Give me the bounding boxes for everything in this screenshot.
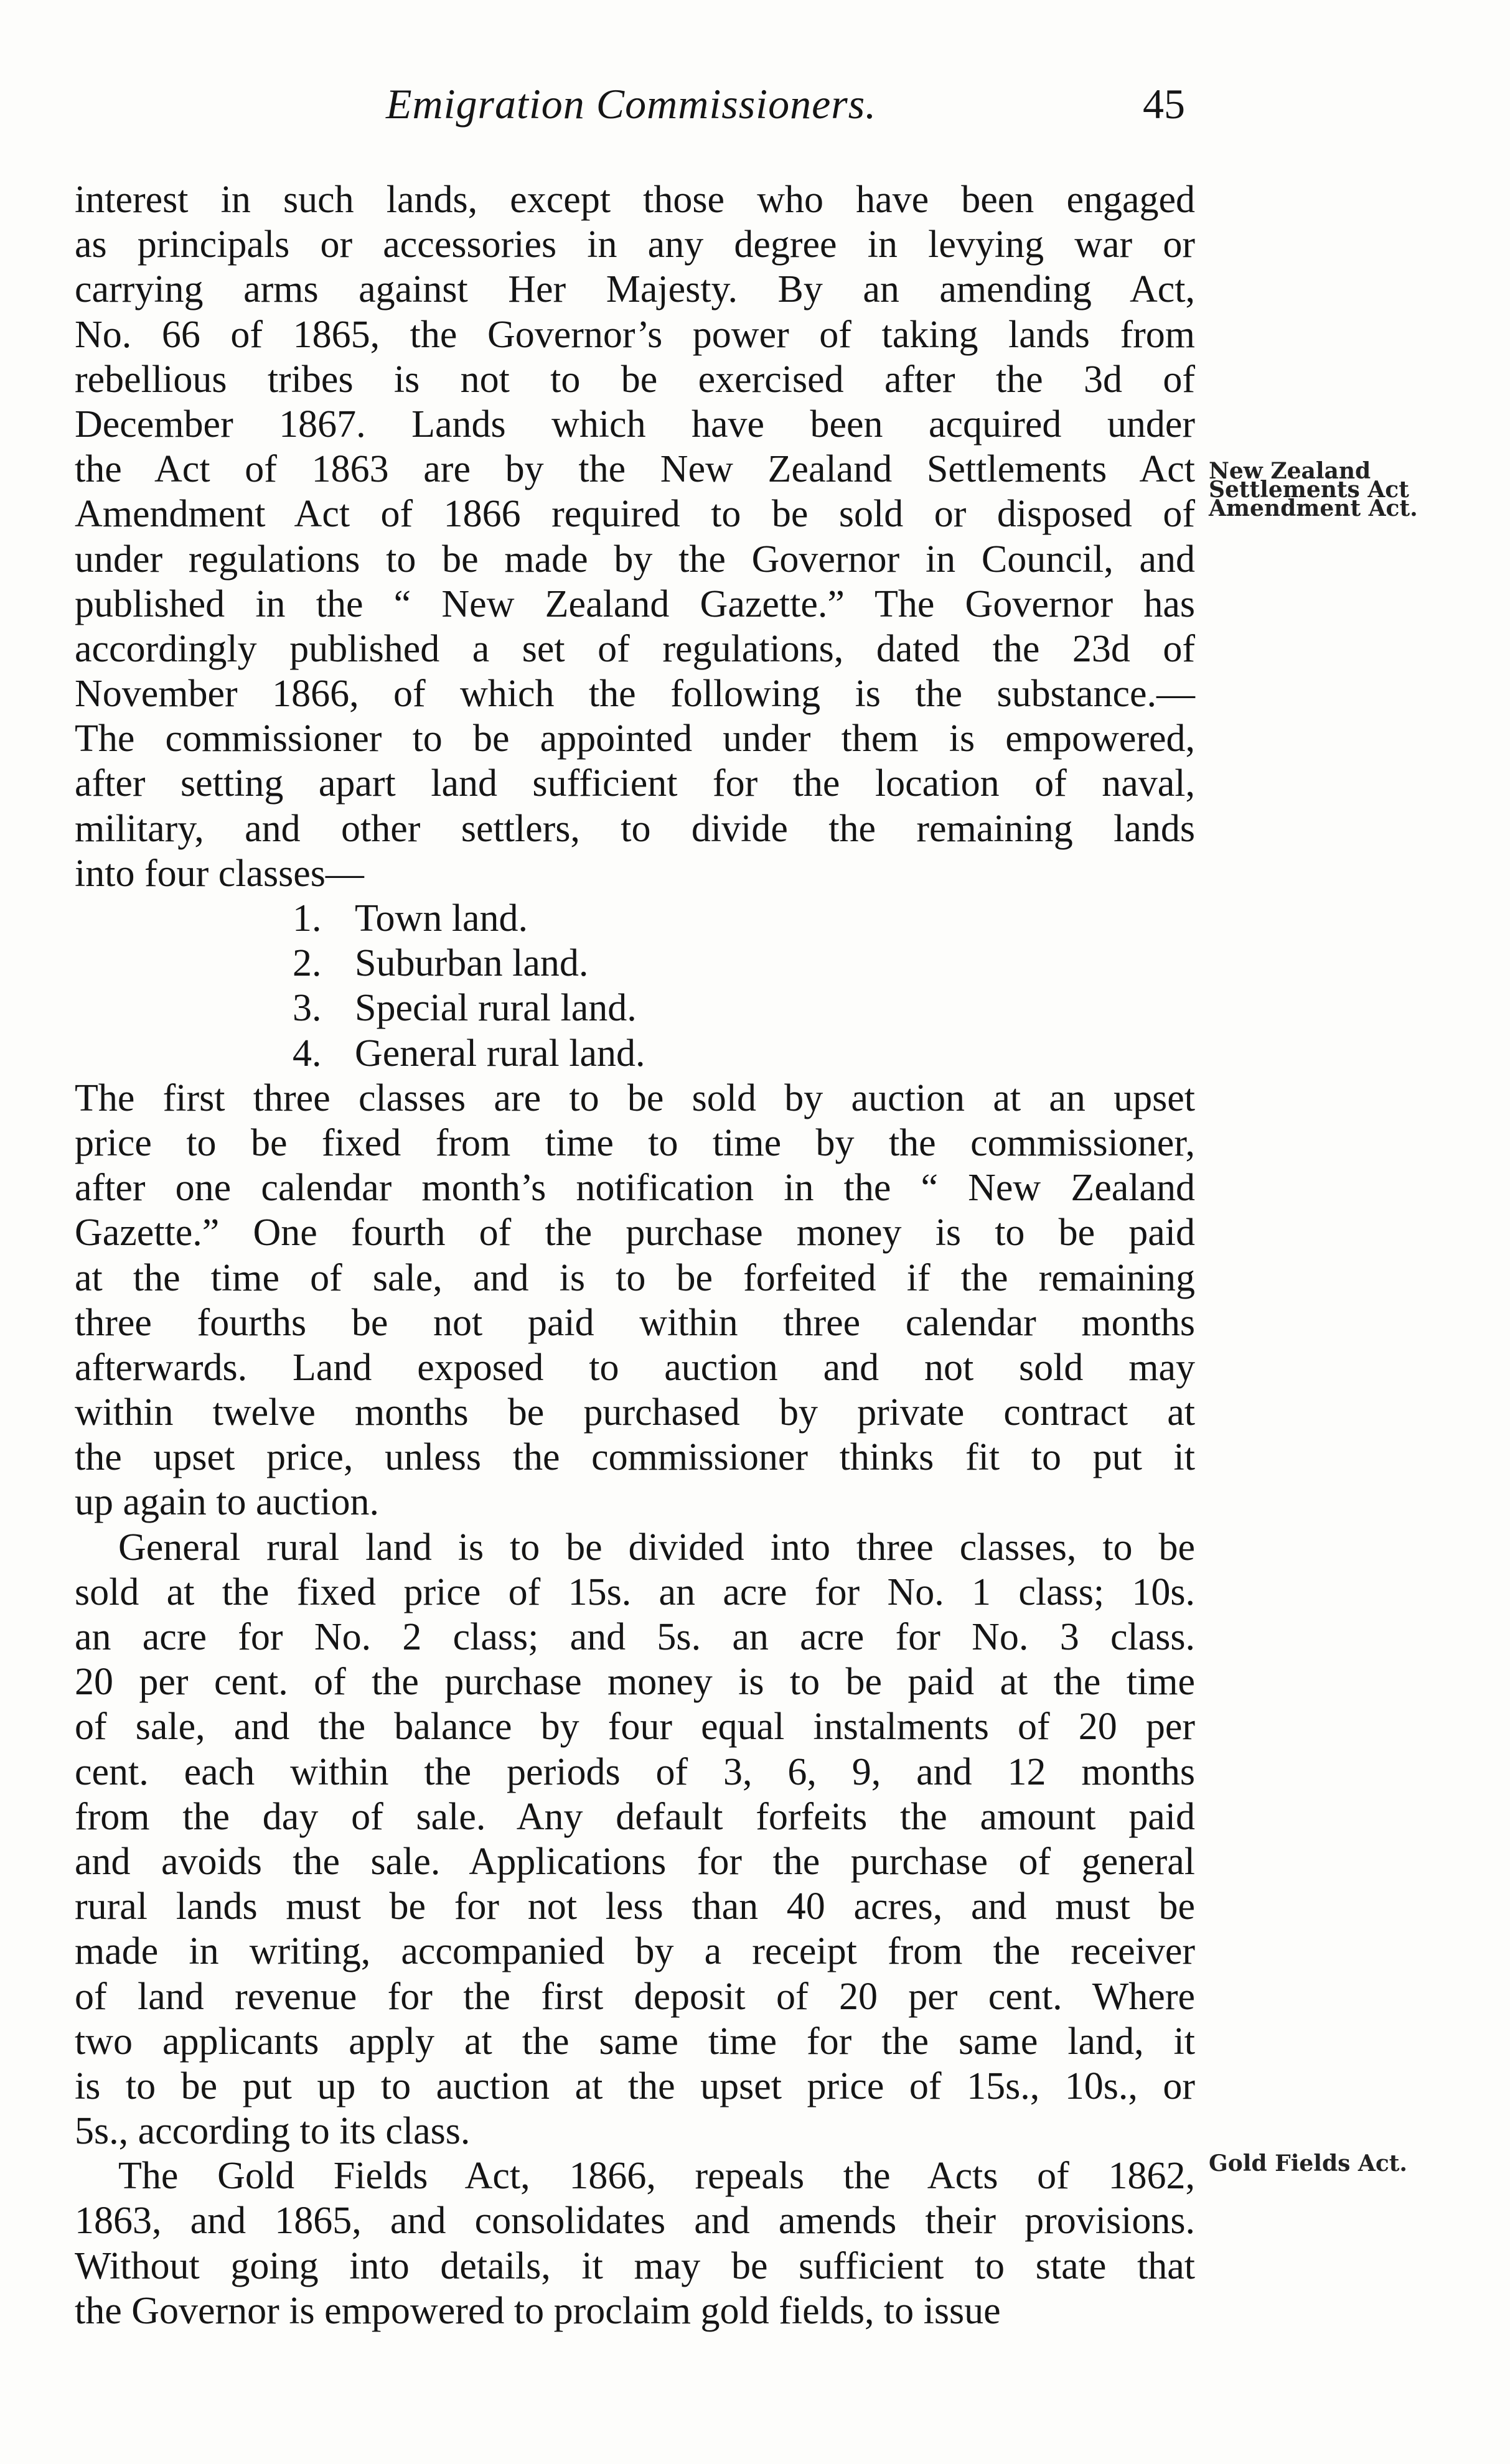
text-line: under regulations to be made by the Governor in Council, and (75, 538, 1195, 581)
sidenote-line: Gold Fields Act. (1209, 2150, 1407, 2177)
text-line: The Gold Fields Act, 1866, repeals the Acts of 1862, (118, 2155, 1195, 2198)
list-number: 2. (293, 942, 322, 985)
text-line: The commissioner to be appointed under them is empowered, (75, 717, 1195, 760)
list-label: Suburban land. (355, 942, 589, 985)
text-line: Without going into details, it may be sufficient to state that (75, 2244, 1195, 2287)
text-line: of sale, and the balance by four equal instalments of 20 per (75, 1706, 1195, 1748)
paragraph (75, 177, 1195, 896)
text-line: afterwards. Land exposed to auction and not sold may (75, 1346, 1195, 1389)
text-line: into four classes— (75, 852, 364, 895)
text-line: after setting apart land sufficient for the location of naval, (75, 762, 1195, 805)
text-line: published in the “ New Zealand Gazette.” The Governor has (75, 582, 1195, 625)
text-line: up again to auction. (75, 1481, 379, 1524)
text-line: rebellious tribes is not to be exercised after the 3d of (75, 358, 1195, 401)
list-label: General rural land. (355, 1032, 645, 1075)
text-line: cent. each within the periods of 3, 6, 9, and 12 months (75, 1750, 1195, 1793)
text-line: carrying arms against Her Majesty. By an amending Act, (75, 268, 1195, 311)
text-line: General rural land is to be divided into three classes, to be (118, 1526, 1195, 1569)
text-line: made in writing, accompanied by a receipt from the receiver (75, 1930, 1195, 1973)
land-class-item (75, 986, 1195, 1030)
list-number: 1. (293, 897, 322, 940)
text-line: 5s., according to its class. (75, 2110, 471, 2153)
land-class-item (75, 1031, 1195, 1076)
text-line: military, and other settlers, to divide the remaining lands (75, 807, 1195, 850)
text-line: three fourths be not paid within three calendar months (75, 1301, 1195, 1344)
text-line: December 1867. Lands which have been acquired under (75, 403, 1195, 446)
text-line: the Act of 1863 are by the New Zealand Settlements Act (75, 448, 1195, 491)
text-line: interest in such lands, except those who have been engaged (75, 179, 1195, 221)
list-label: Special rural land. (355, 987, 637, 1030)
text-line: from the day of sale. Any default forfeits the amount paid (75, 1795, 1195, 1838)
page-header (0, 80, 1510, 136)
text-line: accordingly published a set of regulations, dated the 23d of (75, 627, 1195, 670)
sidenote-line: Amendment Act. (1209, 495, 1418, 521)
text-line: Amendment Act of 1866 required to be sold or disposed of (75, 493, 1195, 536)
sidenote-line: Settlements Act (1209, 477, 1409, 503)
sidenote-new-zealand-settlements-act (1209, 458, 1418, 521)
text-line: 1863, and 1865, and consolidates and amends their provisions. (75, 2200, 1195, 2242)
text-line: two applicants apply at the same time for the same land, it (75, 2020, 1195, 2063)
text-line: Gazette.” One fourth of the purchase money is to be paid (75, 1211, 1195, 1254)
text-line: No. 66 of 1865, the Governor’s power of taking lands from (75, 313, 1195, 356)
paragraph (75, 2154, 1195, 2333)
text-line: November 1866, of which the following is the substance.— (75, 673, 1195, 716)
text-line: 20 per cent. of the purchase money is to be paid at the time (75, 1661, 1195, 1704)
land-class-item (75, 941, 1195, 986)
land-class-list (75, 896, 1195, 1076)
text-line: rural lands must be for not less than 40 acres, and must be (75, 1885, 1195, 1928)
text-line: the Governor is empowered to proclaim gold fields, to issue (75, 2289, 1001, 2332)
page-number: 45 (1143, 80, 1185, 128)
list-number: 3. (293, 987, 322, 1030)
text-line: as principals or accessories in any degree in levying war or (75, 223, 1195, 266)
text-line: of land revenue for the first deposit of 20 per cent. Where (75, 1975, 1195, 2018)
paragraph (75, 1525, 1195, 2154)
text-line: the upset price, unless the commissioner thinks fit to put it (75, 1436, 1195, 1479)
land-class-item (75, 896, 1195, 941)
running-title: Emigration Commissioners. (386, 80, 877, 128)
text-line: is to be put up to auction at the upset price of 15s., 10s., or (75, 2065, 1195, 2107)
text-line: within twelve months be purchased by private contract at (75, 1391, 1195, 1434)
text-line: after one calendar month’s notification in the “ New Zealand (75, 1167, 1195, 1210)
text-line: The first three classes are to be sold by auction at an upset (75, 1076, 1195, 1119)
list-number: 4. (293, 1032, 322, 1075)
sidenote-line: New Zealand (1209, 458, 1371, 484)
text-line: price to be fixed from time to time by the commissioner, (75, 1121, 1195, 1164)
list-label: Town land. (355, 897, 528, 940)
text-line: sold at the fixed price of 15s. an acre for No. 1 class; 10s. (75, 1570, 1195, 1613)
text-line: an acre for No. 2 class; and 5s. an acre for No. 3 class. (75, 1616, 1195, 1658)
paragraph (75, 1076, 1195, 1525)
text-line: at the time of sale, and is to be forfeited if the remaining (75, 1256, 1195, 1299)
sidenote-gold-fields-act (1209, 2150, 1407, 2177)
text-line: and avoids the sale. Applications for the purchase of general (75, 1840, 1195, 1883)
body-text (75, 177, 1195, 2333)
